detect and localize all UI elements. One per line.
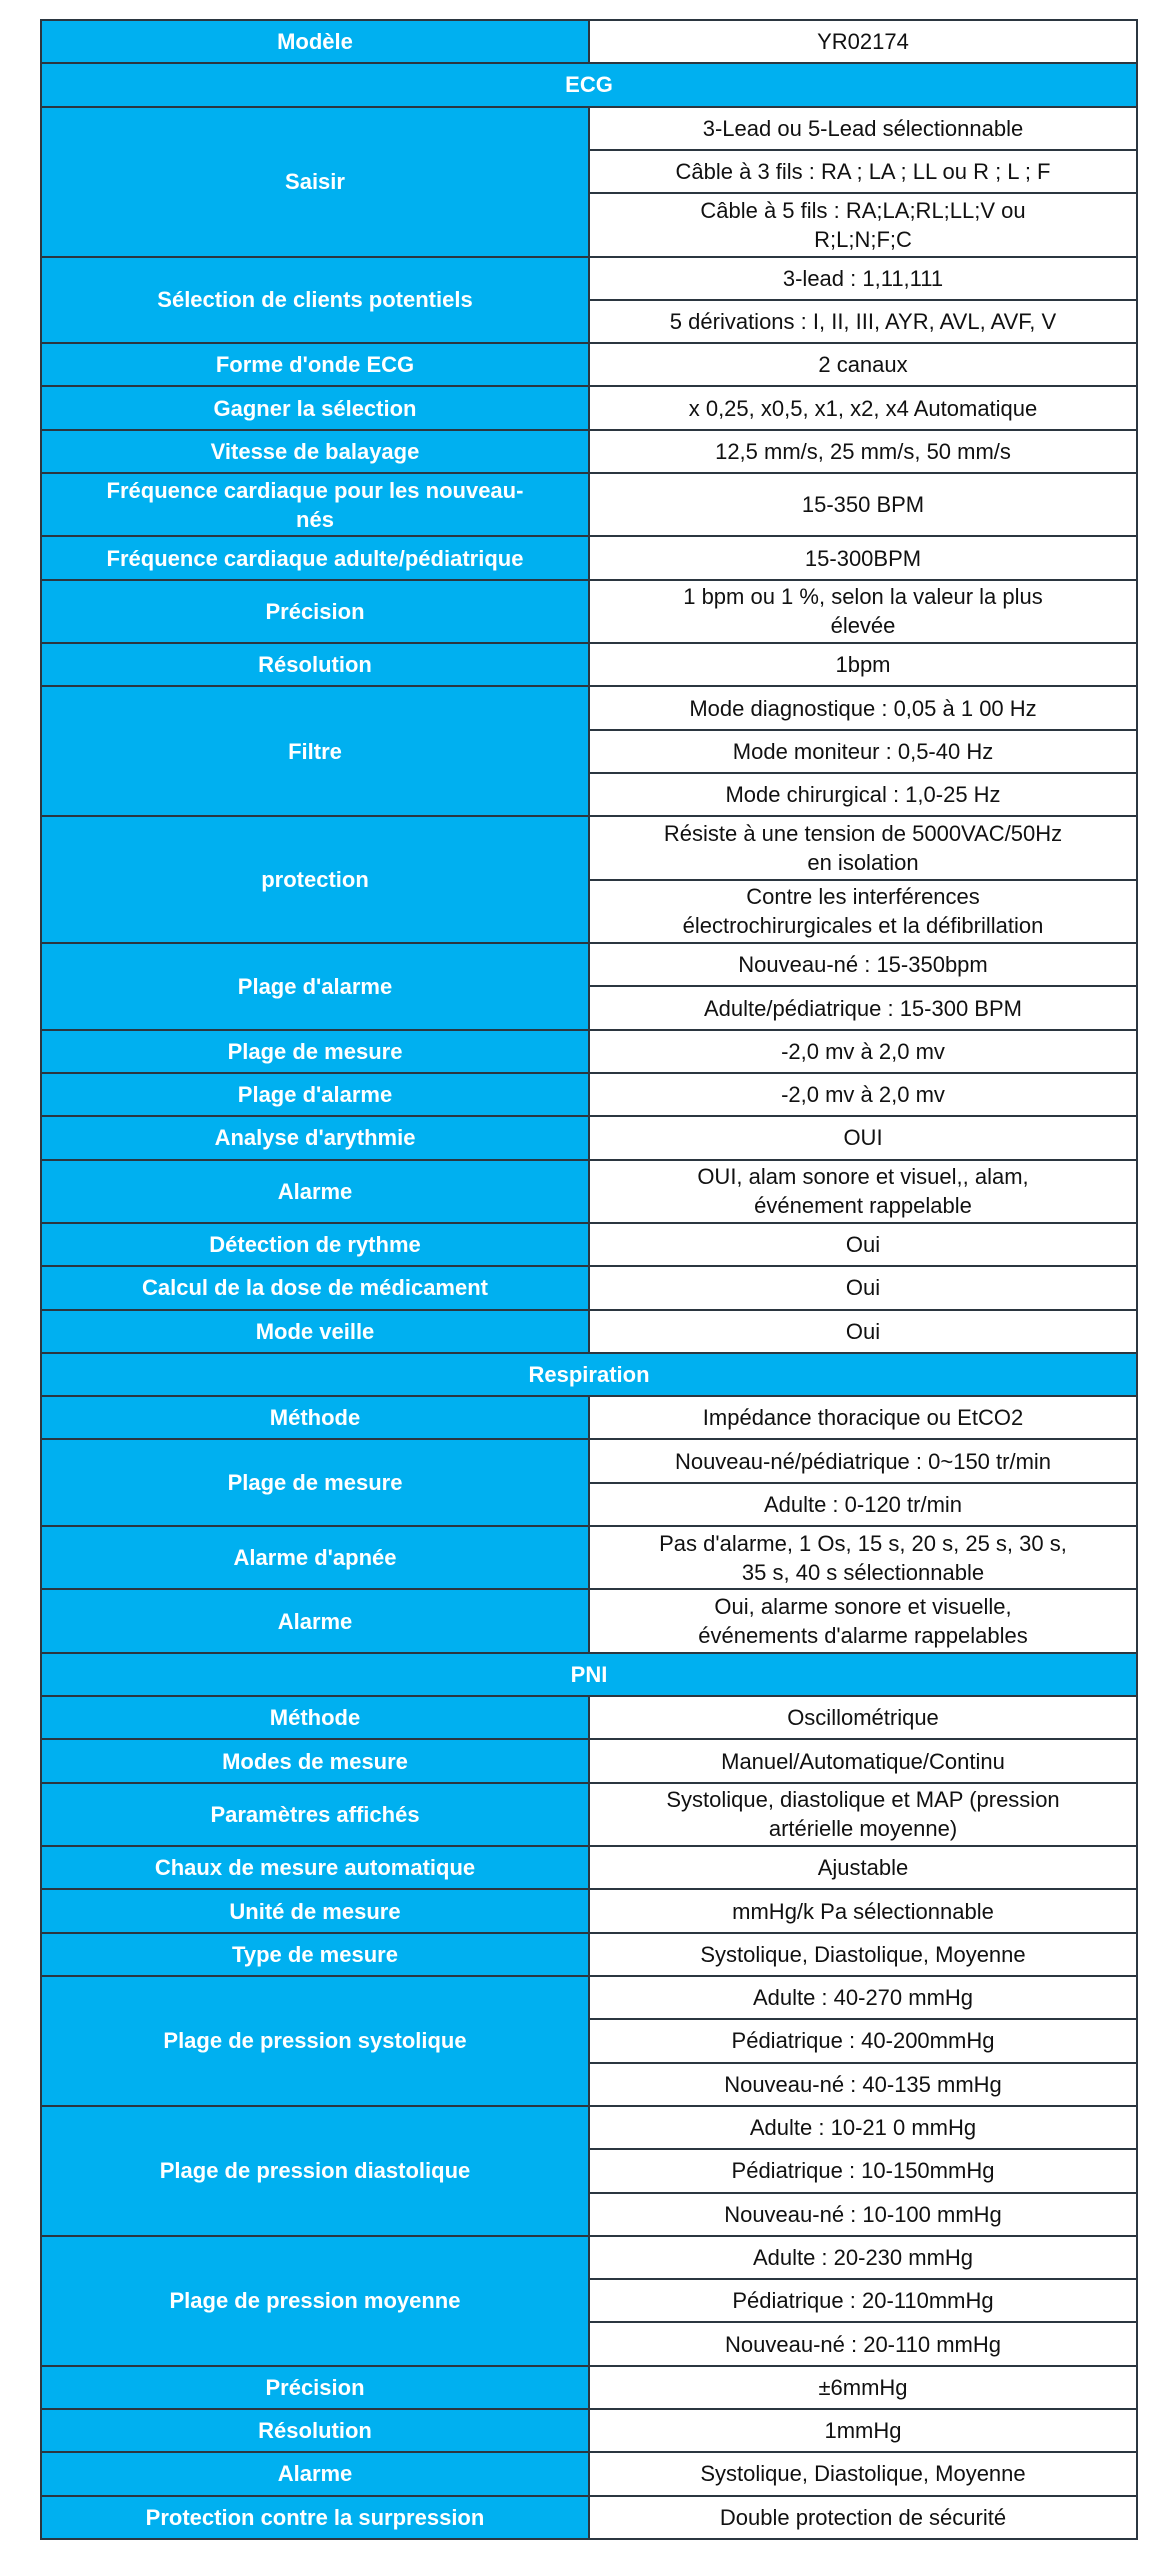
table-row	[41, 1030, 1137, 1073]
row-label: Modèle	[41, 20, 589, 63]
row-label: Paramètres affichés	[41, 1783, 589, 1846]
row-value: Nouveau-né : 20-110 mmHg	[589, 2322, 1137, 2365]
row-label: Plage de pression diastolique	[41, 2106, 589, 2236]
row-value: ±6mmHg	[589, 2366, 1137, 2409]
table-row	[41, 107, 1137, 150]
row-value: Mode moniteur : 0,5-40 Hz	[589, 730, 1137, 773]
row-label: Alarme	[41, 2452, 589, 2495]
table-row	[41, 1696, 1137, 1739]
row-value: Pédiatrique : 10-150mmHg	[589, 2149, 1137, 2192]
table-row	[41, 1266, 1137, 1309]
section-header-row	[41, 63, 1137, 106]
row-value: Nouveau-né : 40-135 mmHg	[589, 2063, 1137, 2106]
row-value: Adulte : 10-21 0 mmHg	[589, 2106, 1137, 2149]
row-value: mmHg/k Pa sélectionnable	[589, 1889, 1137, 1932]
row-value: Systolique, diastolique et MAP (pression artérielle moyenne)	[589, 1783, 1137, 1846]
row-label: Mode veille	[41, 1310, 589, 1353]
row-label: Type de mesure	[41, 1933, 589, 1976]
row-value: Impédance thoracique ou EtCO2	[589, 1396, 1137, 1439]
row-label: Analyse d'arythmie	[41, 1116, 589, 1159]
table-row	[41, 2366, 1137, 2409]
row-value: Nouveau-né/pédiatrique : 0~150 tr/min	[589, 1439, 1137, 1482]
table-row	[41, 473, 1137, 536]
row-label: Forme d'onde ECG	[41, 343, 589, 386]
row-label: Plage de mesure	[41, 1439, 589, 1526]
row-value: 2 canaux	[589, 343, 1137, 386]
row-label: Fréquence cardiaque pour les nouveau- nés	[41, 473, 589, 536]
row-value: OUI, alam sonore et visuel,, alam, événement rappelable	[589, 1160, 1137, 1223]
row-value: YR02174	[589, 20, 1137, 63]
row-label: protection	[41, 816, 589, 943]
table-row	[41, 943, 1137, 986]
table-row	[41, 1310, 1137, 1353]
table-row	[41, 1526, 1137, 1589]
row-label: Précision	[41, 2366, 589, 2409]
row-label: Unité de mesure	[41, 1889, 589, 1932]
section-title: ECG	[41, 63, 1137, 106]
row-label: Modes de mesure	[41, 1739, 589, 1782]
table-row	[41, 2496, 1137, 2539]
row-label: Détection de rythme	[41, 1223, 589, 1266]
row-value: Câble à 3 fils : RA ; LA ; LL ou R ; L ; F	[589, 150, 1137, 193]
table-row	[41, 1160, 1137, 1223]
table-row	[41, 1933, 1137, 1976]
row-label: Plage d'alarme	[41, 943, 589, 1030]
row-value: Adulte/pédiatrique : 15-300 BPM	[589, 986, 1137, 1029]
row-value: x 0,25, x0,5, x1, x2, x4 Automatique	[589, 386, 1137, 429]
row-label: Chaux de mesure automatique	[41, 1846, 589, 1889]
table-row	[41, 1116, 1137, 1159]
row-value: Résiste à une tension de 5000VAC/50Hz en isolation	[589, 816, 1137, 879]
row-label: Protection contre la surpression	[41, 2496, 589, 2539]
section-title: PNI	[41, 1653, 1137, 1696]
row-value: 1 bpm ou 1 %, selon la valeur la plus élevée	[589, 580, 1137, 643]
table-row	[41, 1439, 1137, 1482]
row-label: Filtre	[41, 686, 589, 816]
row-value: Oscillométrique	[589, 1696, 1137, 1739]
table-row	[41, 643, 1137, 686]
table-row	[41, 1783, 1137, 1846]
row-label: Alarme	[41, 1589, 589, 1652]
row-value: 5 dérivations : I, II, III, AYR, AVL, AVF, V	[589, 300, 1137, 343]
row-value: Mode diagnostique : 0,05 à 1 00 Hz	[589, 686, 1137, 729]
row-label: Gagner la sélection	[41, 386, 589, 429]
table-row	[41, 580, 1137, 643]
table-row	[41, 2409, 1137, 2452]
section-header-row	[41, 1653, 1137, 1696]
row-value: Oui	[589, 1223, 1137, 1266]
table-row	[41, 1976, 1137, 2019]
table-row	[41, 386, 1137, 429]
section-header-row	[41, 1353, 1137, 1396]
table-row-model	[41, 20, 1137, 63]
table-row	[41, 2106, 1137, 2149]
row-label: Sélection de clients potentiels	[41, 257, 589, 344]
row-value: Oui	[589, 1266, 1137, 1309]
row-label: Plage de pression systolique	[41, 1976, 589, 2106]
row-value: 3-lead : 1,11,111	[589, 257, 1137, 300]
row-value: 15-300BPM	[589, 536, 1137, 579]
table-row	[41, 1889, 1137, 1932]
table-row	[41, 536, 1137, 579]
table-row	[41, 2236, 1137, 2279]
row-value: 15-350 BPM	[589, 473, 1137, 536]
row-value: Systolique, Diastolique, Moyenne	[589, 2452, 1137, 2495]
row-label: Méthode	[41, 1696, 589, 1739]
table-row	[41, 257, 1137, 300]
row-value: Nouveau-né : 10-100 mmHg	[589, 2193, 1137, 2236]
table-row	[41, 1739, 1137, 1782]
row-label: Saisir	[41, 107, 589, 257]
row-label: Précision	[41, 580, 589, 643]
spec-table-body	[41, 20, 1137, 2539]
row-value: Oui	[589, 1310, 1137, 1353]
table-row	[41, 816, 1137, 879]
row-label: Fréquence cardiaque adulte/pédiatrique	[41, 536, 589, 579]
row-label: Vitesse de balayage	[41, 430, 589, 473]
row-value: Oui, alarme sonore et visuelle, événements d'alarme rappelables	[589, 1589, 1137, 1652]
row-value: Double protection de sécurité	[589, 2496, 1137, 2539]
section-title: Respiration	[41, 1353, 1137, 1396]
row-value: Systolique, Diastolique, Moyenne	[589, 1933, 1137, 1976]
row-label: Résolution	[41, 643, 589, 686]
spec-table	[40, 19, 1138, 2540]
row-value: Manuel/Automatique/Continu	[589, 1739, 1137, 1782]
row-value: Contre les interférences électrochirurgicales et la défibrillation	[589, 880, 1137, 943]
row-value: -2,0 mv à 2,0 mv	[589, 1030, 1137, 1073]
table-row	[41, 2452, 1137, 2495]
row-value: Pas d'alarme, 1 Os, 15 s, 20 s, 25 s, 30 s, 35 s, 40 s sélectionnable	[589, 1526, 1137, 1589]
table-row	[41, 1073, 1137, 1116]
row-value: OUI	[589, 1116, 1137, 1159]
row-value: Pédiatrique : 40-200mmHg	[589, 2019, 1137, 2062]
row-value: 3-Lead ou 5-Lead sélectionnable	[589, 107, 1137, 150]
row-label: Résolution	[41, 2409, 589, 2452]
row-value: Câble à 5 fils : RA;LA;RL;LL;V ou R;L;N;F;C	[589, 193, 1137, 256]
row-value: Nouveau-né : 15-350bpm	[589, 943, 1137, 986]
row-label: Plage d'alarme	[41, 1073, 589, 1116]
row-label: Plage de pression moyenne	[41, 2236, 589, 2366]
row-value: Adulte : 20-230 mmHg	[589, 2236, 1137, 2279]
table-row	[41, 1589, 1137, 1652]
row-label: Plage de mesure	[41, 1030, 589, 1073]
table-row	[41, 1396, 1137, 1439]
table-row	[41, 686, 1137, 729]
row-value: Mode chirurgical : 1,0-25 Hz	[589, 773, 1137, 816]
row-value: Ajustable	[589, 1846, 1137, 1889]
row-value: 1mmHg	[589, 2409, 1137, 2452]
row-label: Calcul de la dose de médicament	[41, 1266, 589, 1309]
row-value: Pédiatrique : 20-110mmHg	[589, 2279, 1137, 2322]
row-value: Adulte : 40-270 mmHg	[589, 1976, 1137, 2019]
row-value: 12,5 mm/s, 25 mm/s, 50 mm/s	[589, 430, 1137, 473]
table-row	[41, 1846, 1137, 1889]
row-value: 1bpm	[589, 643, 1137, 686]
row-label: Méthode	[41, 1396, 589, 1439]
row-value: -2,0 mv à 2,0 mv	[589, 1073, 1137, 1116]
table-row	[41, 430, 1137, 473]
row-label: Alarme	[41, 1160, 589, 1223]
row-value: Adulte : 0-120 tr/min	[589, 1483, 1137, 1526]
table-row	[41, 1223, 1137, 1266]
table-row	[41, 343, 1137, 386]
row-label: Alarme d'apnée	[41, 1526, 589, 1589]
